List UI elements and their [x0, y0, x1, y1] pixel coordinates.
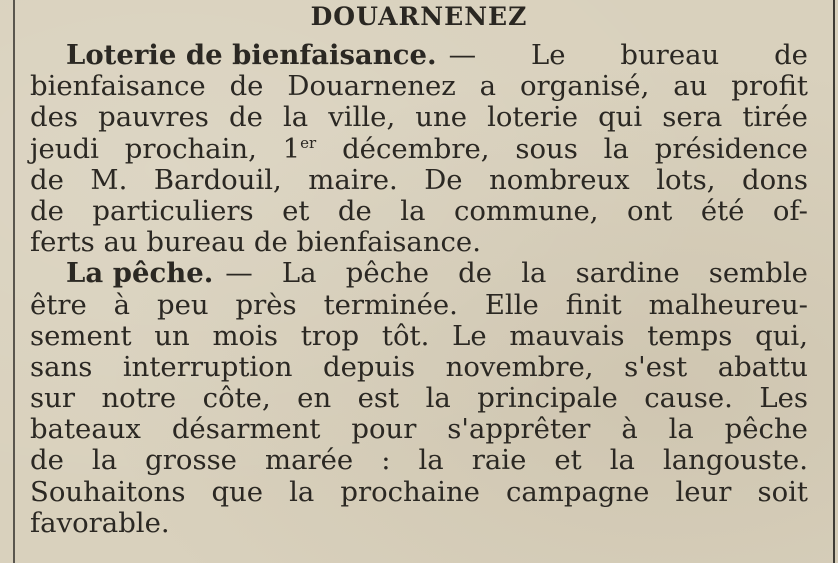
word: près — [235, 288, 297, 321]
word: M. — [90, 163, 128, 196]
word: la — [400, 194, 426, 227]
word: jeudi — [30, 132, 99, 165]
word: prochain, — [124, 132, 257, 165]
word: est — [357, 382, 400, 415]
word: depuis — [322, 350, 416, 383]
word: mauvais — [509, 319, 625, 352]
word: Douarnenez — [287, 70, 456, 103]
word: une — [415, 101, 467, 134]
paragraph-2-lead: La pêche. — [66, 257, 214, 290]
text-line — [225, 258, 808, 289]
word: sardine — [575, 257, 680, 290]
word: — — [448, 39, 477, 71]
word: langouste. — [662, 444, 808, 477]
word: abattu — [717, 350, 808, 383]
word: que — [211, 475, 264, 508]
word: grosse — [145, 444, 237, 477]
word: principale — [477, 382, 618, 415]
word: la — [418, 444, 444, 477]
word: de — [229, 70, 264, 103]
word: sans — [30, 350, 93, 383]
text-line — [30, 477, 808, 508]
word: côte, — [202, 382, 271, 415]
word: temps — [647, 319, 733, 352]
article-heading: DOUARNENEZ — [310, 2, 528, 31]
word: particuliers — [92, 194, 254, 227]
ordinal-superscript: er — [300, 133, 317, 152]
word: de — [337, 194, 372, 227]
word: nombreux — [489, 163, 630, 196]
word: tôt. — [381, 319, 430, 352]
word: organisé, — [519, 70, 650, 103]
paragraph-2-line-1 — [30, 258, 808, 289]
word: bienfaisance — [30, 70, 206, 103]
word: finit — [565, 288, 622, 321]
word: ont — [627, 194, 673, 227]
word: s'apprêter — [447, 413, 591, 446]
word: terminée. — [323, 288, 458, 321]
text-line — [30, 414, 808, 445]
word: en — [297, 382, 332, 415]
word: semble — [708, 257, 808, 290]
word: mois — [212, 319, 279, 352]
paragraph-1-line-1 — [30, 40, 808, 71]
word: la — [668, 413, 694, 446]
word: peu — [157, 288, 209, 321]
word: la — [609, 444, 635, 477]
text-line — [30, 383, 808, 414]
article-body — [30, 40, 808, 539]
word: profit — [731, 70, 808, 103]
word: loterie — [487, 101, 578, 134]
word: de — [458, 257, 493, 290]
word: Le — [530, 39, 566, 71]
word: sement — [30, 319, 132, 352]
word: de — [30, 163, 64, 196]
word: être — [30, 288, 87, 321]
text-line: favorable. — [30, 506, 170, 539]
text-line — [30, 196, 808, 227]
text-line — [30, 445, 808, 476]
word: notre — [101, 382, 177, 415]
word: et — [282, 194, 310, 227]
word: de — [228, 101, 263, 134]
text-line — [30, 290, 808, 321]
column-rule-left — [13, 0, 15, 563]
word: leur — [675, 475, 732, 508]
word: décembre, — [342, 132, 490, 165]
word: à — [621, 413, 638, 446]
word: la — [425, 382, 451, 415]
paragraph-1-lead: Loterie de bienfaisance. — [66, 39, 437, 71]
word: : — [381, 444, 391, 477]
word: au — [673, 70, 708, 103]
word: soit — [757, 475, 808, 508]
text-line — [30, 71, 808, 102]
word: qui, — [755, 319, 808, 352]
text-line — [30, 102, 808, 133]
word: la — [289, 475, 315, 508]
word: raie — [471, 444, 527, 477]
word: qui — [598, 101, 643, 134]
word: malheureu- — [648, 288, 808, 321]
word: bureau — [620, 39, 720, 71]
word: pêche — [724, 413, 808, 446]
text-line: ferts au bureau de bienfaisance. — [30, 226, 481, 259]
text-line — [449, 40, 808, 71]
word: désarment — [171, 413, 321, 446]
text-line-with-superscript — [30, 134, 808, 165]
word: 1er — [282, 132, 317, 165]
text-line — [30, 352, 808, 383]
text-line — [30, 134, 808, 165]
word: été — [700, 194, 745, 227]
word: sous — [515, 132, 578, 165]
word: campagne — [505, 475, 650, 508]
word: a — [479, 70, 497, 103]
word: et — [554, 444, 582, 477]
word: of- — [772, 194, 808, 227]
word: Les — [759, 382, 808, 415]
word: tirée — [742, 101, 808, 134]
word: s'est — [624, 350, 688, 383]
word: Bardouil, — [153, 163, 282, 196]
word: pour — [351, 413, 417, 446]
column-rule-right — [833, 0, 835, 563]
word: présidence — [654, 132, 808, 165]
word: prochaine — [340, 475, 480, 508]
word: De — [424, 163, 463, 196]
word: la — [521, 257, 547, 290]
word: pauvres — [98, 101, 209, 134]
word: de — [774, 39, 808, 71]
word: pêche — [345, 257, 430, 290]
word: — — [225, 257, 253, 290]
word: dons — [741, 163, 808, 196]
word: sera — [662, 101, 723, 134]
word: de — [30, 444, 64, 477]
text-line — [30, 165, 808, 196]
word: des — [30, 101, 78, 134]
word: ville, — [328, 101, 396, 134]
word: un — [154, 319, 190, 352]
word: marée — [265, 444, 354, 477]
word: commune, — [453, 194, 599, 227]
word: Le — [452, 319, 487, 352]
word: Souhaitons — [30, 475, 186, 508]
word: lots, — [656, 163, 716, 196]
word: maire. — [308, 163, 398, 196]
word: la — [282, 101, 309, 134]
word: novembre, — [445, 350, 594, 383]
text-line — [30, 321, 808, 352]
word: trop — [300, 319, 360, 352]
word: de — [30, 194, 64, 227]
word: la — [603, 132, 629, 165]
word: Elle — [484, 288, 539, 321]
word: La — [281, 257, 317, 290]
word: interruption — [122, 350, 293, 383]
word: sur — [30, 382, 75, 415]
word: à — [113, 288, 131, 321]
word: cause. — [644, 382, 733, 415]
word: la — [91, 444, 118, 477]
word: bateaux — [30, 413, 141, 446]
